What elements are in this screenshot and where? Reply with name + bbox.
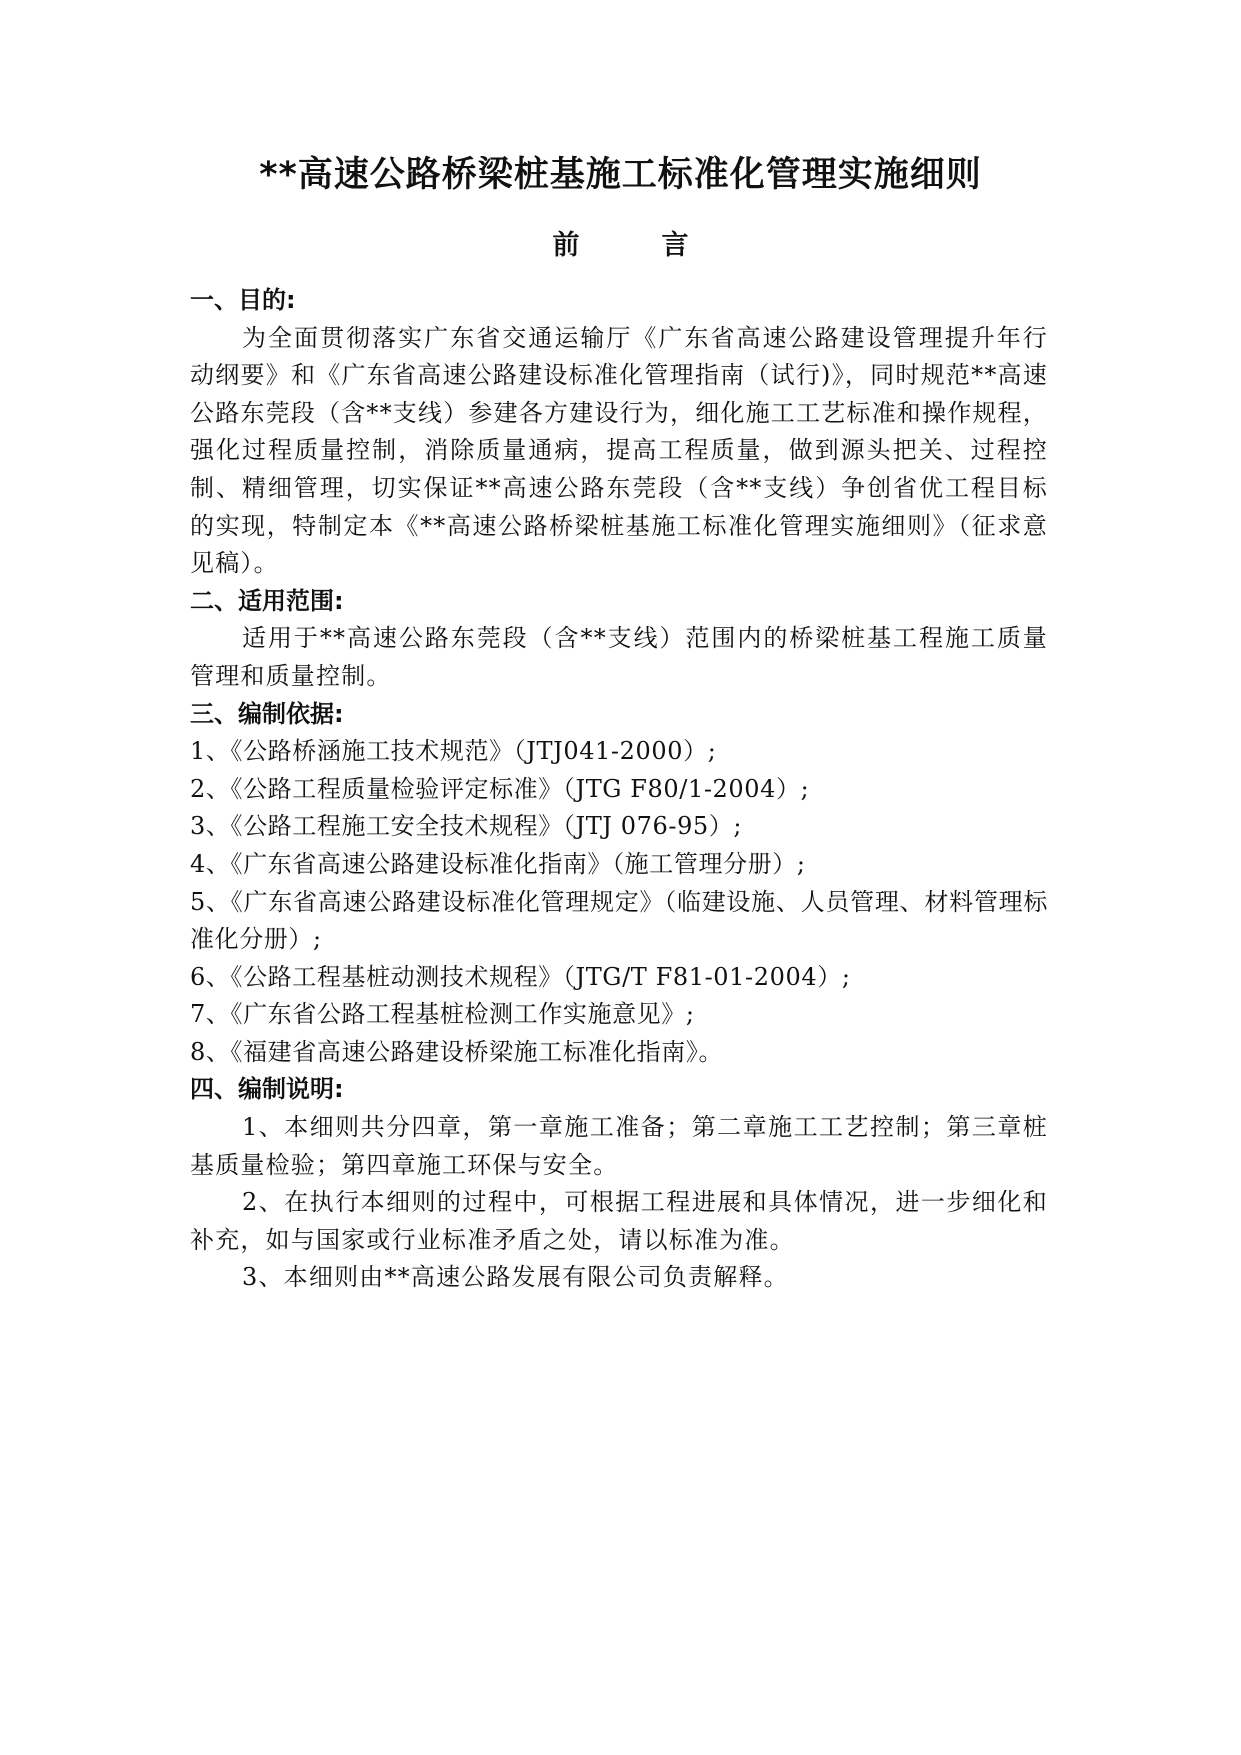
basis-item-3: 3、《公路工程施工安全技术规程》（JTJ 076-95）; bbox=[190, 812, 743, 841]
purpose-paragraph: 为全面贯彻落实广东省交通运输厅《广东省高速公路建设管理提升年行动纲要》和《广东省高速公路建设标准化管理指南（试行)》，同时规范**高速公路东莞段（含**支线）参建各方建设行为，细化施工工艺标准和操作规程，强化过程质量控制，消除质量通病，提高工程质量，做到源头把关、过程控制、精细管理，切实保证**高速公路东莞段（含**支线）争创省优工程目标的实现，特制定本《**高速公路桥梁桩基施工标准化管理实施细则》（征求意见稿）。 bbox=[190, 323, 1048, 578]
preface-char-1: 前 bbox=[552, 230, 580, 261]
section-heading-purpose: 一、目的: bbox=[190, 286, 296, 314]
scope-paragraph: 适用于**高速公路东莞段（含**支线）范围内的桥梁桩基工程施工质量管理和质量控制。 bbox=[190, 624, 1048, 690]
basis-item-7: 7、《广东省公路工程基桩检测工作实施意见》; bbox=[190, 1000, 695, 1029]
section-heading-basis: 三、编制依据: bbox=[190, 699, 344, 728]
basis-item-5: 5、《广东省高速公路建设标准化管理规定》（临建设施、人员管理、材料管理标准化分册）; bbox=[190, 887, 1048, 954]
basis-item-1: 1、《公路桥涵施工技术规范》（JTJ041-2000）; bbox=[190, 737, 717, 766]
preface-heading bbox=[0, 226, 1241, 266]
basis-item-4: 4、《广东省高速公路建设标准化指南》（施工管理分册）; bbox=[190, 849, 806, 878]
document-title: **高速公路桥梁桩基施工标准化管理实施细则 bbox=[259, 155, 982, 195]
notes-item-3: 3、本细则由**高速公路发展有限公司负责解释。 bbox=[242, 1263, 789, 1292]
notes-item-1: 1、本细则共分四章，第一章施工准备；第二章施工工艺控制；第三章桩基质量检验；第四章施工环保与安全。 bbox=[190, 1113, 1048, 1179]
basis-item-2: 2、《公路工程质量检验评定标准》（JTG F80/1-2004）; bbox=[190, 774, 810, 803]
basis-item-6: 6、《公路工程基桩动测技术规程》（JTG/T F81-01-2004）; bbox=[190, 962, 851, 991]
section-heading-notes: 四、编制说明: bbox=[190, 1075, 344, 1104]
section-heading-scope: 二、适用范围: bbox=[190, 586, 344, 615]
basis-item-8: 8、《福建省高速公路建设桥梁施工标准化指南》。 bbox=[190, 1037, 724, 1066]
document-body bbox=[190, 282, 1048, 1297]
preface-char-2: 言 bbox=[661, 230, 689, 261]
notes-item-2: 2、在执行本细则的过程中，可根据工程进展和具体情况，进一步细化和补充，如与国家或行业标准矛盾之处，请以标准为准。 bbox=[190, 1188, 1048, 1254]
